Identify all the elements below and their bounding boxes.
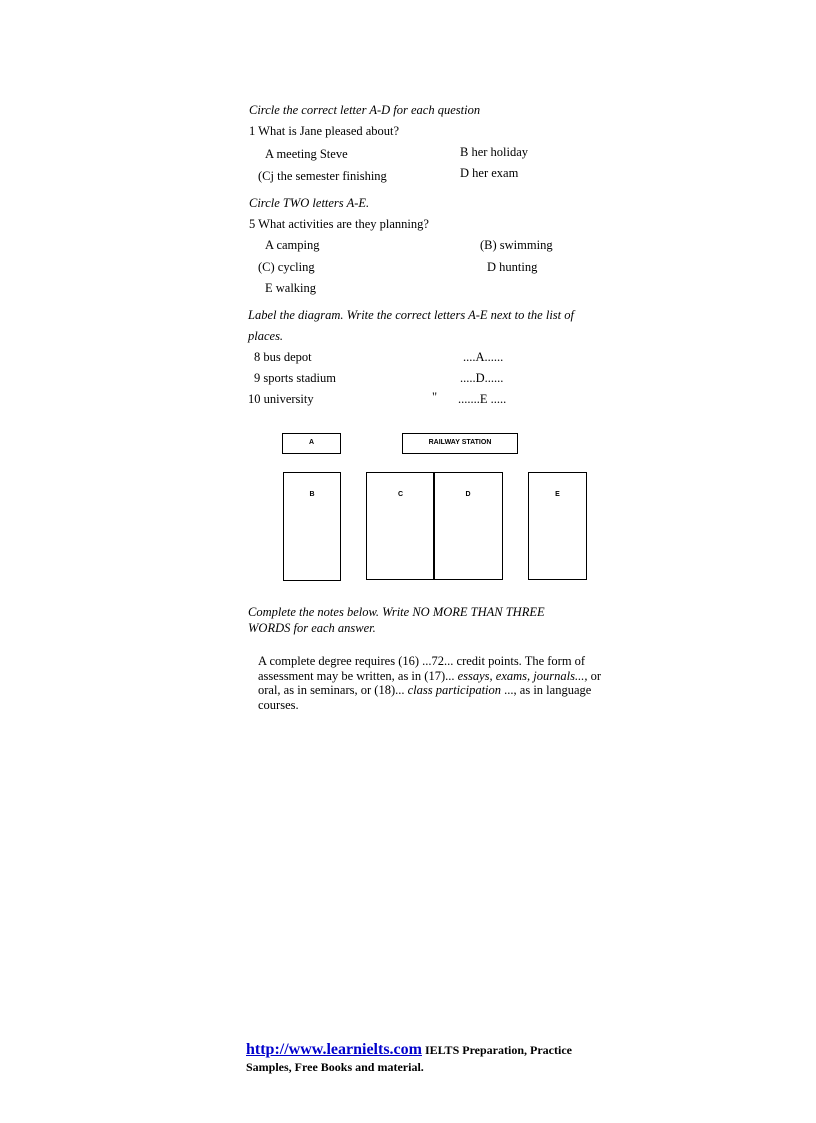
notes-text-2: or oral, as in seminars, or (18)... [258, 668, 602, 697]
place-answer-9: .....D...... [460, 371, 504, 385]
option-1a: A meeting Steve [265, 147, 348, 161]
notes-text-1: A complete degree requires (16) ...72... credit points. The form of assessment may be written, as in (17)... [258, 654, 586, 683]
instruction-4: Complete the notes below. Write NO MORE THAN THREE [248, 605, 545, 619]
diagram-box-e: E [528, 472, 587, 580]
instruction-1: Circle the correct letter A-D for each question [249, 103, 481, 117]
option-5e: E walking [265, 281, 317, 295]
option-5b: (B) swimming [480, 238, 553, 252]
notes-text-3: ..., as in language courses. [258, 683, 592, 712]
diagram-box-c: C [366, 472, 435, 580]
notes-answer-18: class participation [407, 683, 502, 697]
option-5a: A camping [265, 238, 320, 252]
footer-text: IELTS Preparation, Practice Samples, Free Books and material. [246, 1043, 572, 1074]
option-5c: (C) cycling [258, 260, 315, 274]
place-label-10: 10 university [248, 392, 314, 406]
place-label-8: 8 bus depot [254, 350, 312, 364]
diagram-box-b: B [283, 472, 341, 581]
footer-link[interactable]: http://www.learnielts.com [246, 1041, 422, 1058]
option-5d: D hunting [487, 260, 538, 274]
instruction-3: Label the diagram. Write the correct letters A-E next to the list of [248, 308, 574, 322]
place-answer-8: ....A...... [463, 350, 504, 364]
diagram-box-d: D [433, 472, 503, 580]
footer [246, 1041, 606, 1076]
notes-answer-17: essays, exams, journals..., [457, 668, 588, 683]
diagram-box-a: A [282, 433, 341, 454]
instruction-2: Circle TWO letters A-E. [249, 196, 370, 210]
place-label-9: 9 sports stadium [254, 371, 336, 385]
instruction-3-cont: places. [248, 329, 284, 343]
option-1d: D her exam [460, 166, 519, 180]
instruction-4-cont: WORDS for each answer. [248, 621, 376, 635]
notes-paragraph [258, 654, 618, 712]
question-5: 5 What activities are they planning? [249, 217, 429, 231]
question-1: 1 What is Jane pleased about? [249, 124, 400, 138]
option-1b: B her holiday [460, 145, 529, 159]
option-1c: (Cj the semester finishing [258, 169, 387, 183]
place-mark-10: " [432, 390, 438, 404]
diagram-railway-station: RAILWAY STATION [402, 433, 518, 454]
place-answer-10: .......E ..... [458, 392, 507, 406]
